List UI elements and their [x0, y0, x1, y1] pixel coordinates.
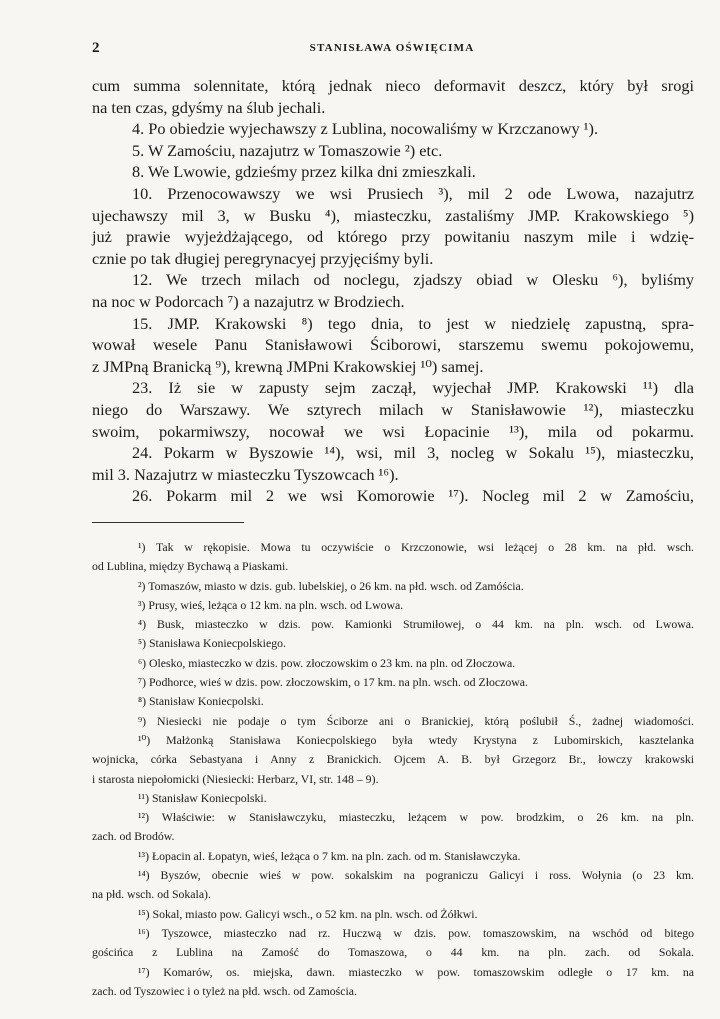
footnote-line: ²) Tomaszów, miasto w dzis. gub. lubelskiej, o 26 km. na płd. wsch. od Zamóścia.: [138, 578, 524, 593]
footnote-line: ¹) Tak w rękopisie. Mowa tu oczywiście o Krzczonowie, wsi leżącej o 28 km. na płd. wsch.: [138, 540, 694, 554]
text-line: 4. Po obiedzie wyjechawszy z Lublina, nocowaliśmy w Krzczanowy ¹).: [132, 119, 599, 139]
text-line: już prawie wyjeżdżającego, od którego przy powitaniu naszym mile i wdzię-: [92, 227, 694, 247]
footnote-line: ¹⁶) Tyszowce, miasteczko nad rz. Huczwą w dzis. pow. tomaszowskim, na wschód od bitego: [138, 925, 694, 940]
text-line: wował wesele Panu Stanisławowi Ściborowi, starszemu swemu pokojowemu,: [92, 335, 694, 355]
page-header: [92, 40, 692, 60]
footnote-line: ¹⁷) Komarów, os. miejska, dawn. miasteczko w pow. tomaszowskim odległe o 17 km. na: [138, 964, 694, 979]
main-text: [92, 75, 694, 507]
footnote-line: zach. od Brodów.: [92, 829, 175, 844]
text-line: 26. Pokarm mil 2 we wsi Komorowie ¹⁷). Nocleg mil 2 w Zamościu,: [132, 486, 694, 506]
footnote-line: ¹⁰) Małżonką Stanisława Koniecpolskiego była wtedy Krystyna z Lubomirskich, kasztelanka: [138, 732, 694, 747]
text-line: 23. Iż sie w zapusty sejm zaczął, wyjechał JMP. Krakowski ¹¹) dla: [132, 378, 694, 398]
footnote-line: ⁴) Busk, miasteczko w dzis. pow. Kamionki Strumiłowej, o 44 km. na pln. wsch. od Lwowa.: [138, 617, 694, 632]
text-line: 8. We Lwowie, gdzieśmy przez kilka dni zmieszkali.: [132, 162, 476, 182]
text-line: 15. JMP. Krakowski ⁸) tego dnia, to jest w niedzielę zapustną, spra-: [132, 313, 694, 333]
footnote-line: ⁷) Podhorce, wieś w dzis. pow. złoczowskim, o 17 km. na pln. wsch. od Złoczowa.: [138, 675, 528, 690]
text-line: 5. W Zamościu, nazajutrz w Tomaszowie ²) etc.: [132, 140, 443, 160]
footnote-line: ¹⁵) Sokal, miasto pow. Galicyi wsch., o 52 km. na pln. wsch. od Żółkwi.: [138, 906, 478, 921]
page-number: 2: [92, 40, 100, 56]
footnote-line: ¹⁴) Byszów, obecnie wieś w pow. sokalskim na pograniczu Galicyi i ross. Wołynia (o 23 km.: [138, 868, 694, 883]
footnote-line: od Lublina, między Bychawą a Piaskami.: [92, 559, 289, 574]
footnote-line: na płd. wsch. od Sokala).: [92, 887, 211, 902]
text-line: cum summa solennitate, którą jednak nieco deformavit deszcz, który był srogi: [92, 76, 694, 95]
footnote-line: ¹²) Właściwie: w Stanisławczyku, miasteczku, leżącem w pow. brodzkim, o 26 km. na pln.: [138, 810, 694, 825]
text-line: niego do Warszawy. We sztyrech milach w Stanisławowie ¹²), miasteczku: [92, 399, 694, 419]
footnote-line: ³) Prusy, wieś, leżąca o 12 km. na pln. wsch. od Lwowa.: [138, 597, 404, 612]
footnote-line: ⁶) Olesko, miasteczko w dzis. pow. złoczowskim o 23 km. na pln. od Złoczowa.: [138, 655, 516, 670]
footnote-line: gościńca z Lublina na Zamość do Tomaszowa, o 44 km. na pln. zach. od Sokala.: [92, 945, 694, 960]
text-line: cznie po tak długiej peregrynacyej przyjęciśmy byli.: [92, 248, 434, 268]
text-line: mil 3. Nazajutrz w miasteczku Tyszowcach ¹⁶).: [92, 464, 399, 484]
footnote-line: ¹¹) Stanisław Koniecpolski.: [138, 790, 267, 805]
text-line: swoim, pokarmiwszy, nocował we wsi Łopacinie ¹³), mila od pokarmu.: [92, 421, 694, 441]
footnote-line: zach. od Tyszowiec i o tyleż na płd. wsch. od Zamościa.: [92, 983, 357, 998]
footnotes: [92, 538, 694, 1001]
running-head: STANISŁAWA OŚWIĘCIMA: [309, 42, 475, 54]
text-line: 24. Pokarm w Byszowie ¹⁴), wsi, mil 3, nocleg w Sokalu ¹⁵), miasteczku,: [132, 443, 694, 463]
text-line: ujechawszy mil 3, w Busku ⁴), miasteczku, zastaliśmy JMP. Krakowskiego ⁵): [92, 205, 694, 225]
footnote-separator: [92, 522, 244, 523]
text-line: z JMPną Branicką ⁹), krewną JMPni Krakowskiej ¹⁰) samej.: [92, 356, 484, 376]
text-line: 12. We trzech milach od noclegu, zjadszy obiad w Olesku ⁶), byliśmy: [132, 270, 694, 290]
text-line: na noc w Podorcach ⁷) a nazajutrz w Brodziech.: [92, 291, 405, 311]
footnote-line: wojnicka, córka Sebastyana i Anny z Branickich. Ojcem A. B. był Grzegorz Br., łowczy krakowski: [92, 752, 694, 767]
footnote-line: ⁸) Stanisław Koniecpolski.: [138, 694, 264, 709]
footnote-line: i starosta niepołomicki (Niesiecki: Herbarz, VI, str. 148 – 9).: [92, 771, 379, 786]
footnote-line: ⁹) Niesiecki nie podaje o tym Ściborze ani o Branickiej, którą poślubił Ś., żadnej wiadomości.: [138, 713, 694, 728]
footnote-line: ⁵) Stanisława Koniecpolskiego.: [138, 636, 286, 651]
footnote-line: ¹³) Łopacin al. Łopatyn, wieś, leżąca o 7 km. na pln. zach. od m. Stanisławczyka.: [138, 848, 521, 863]
text-line: na ten czas, gdyśmy na ślub jechali.: [92, 97, 326, 117]
text-line: 10. Przenocowawszy we wsi Prusiech ³), mil 2 ode Lwowa, nazajutrz: [132, 183, 694, 203]
